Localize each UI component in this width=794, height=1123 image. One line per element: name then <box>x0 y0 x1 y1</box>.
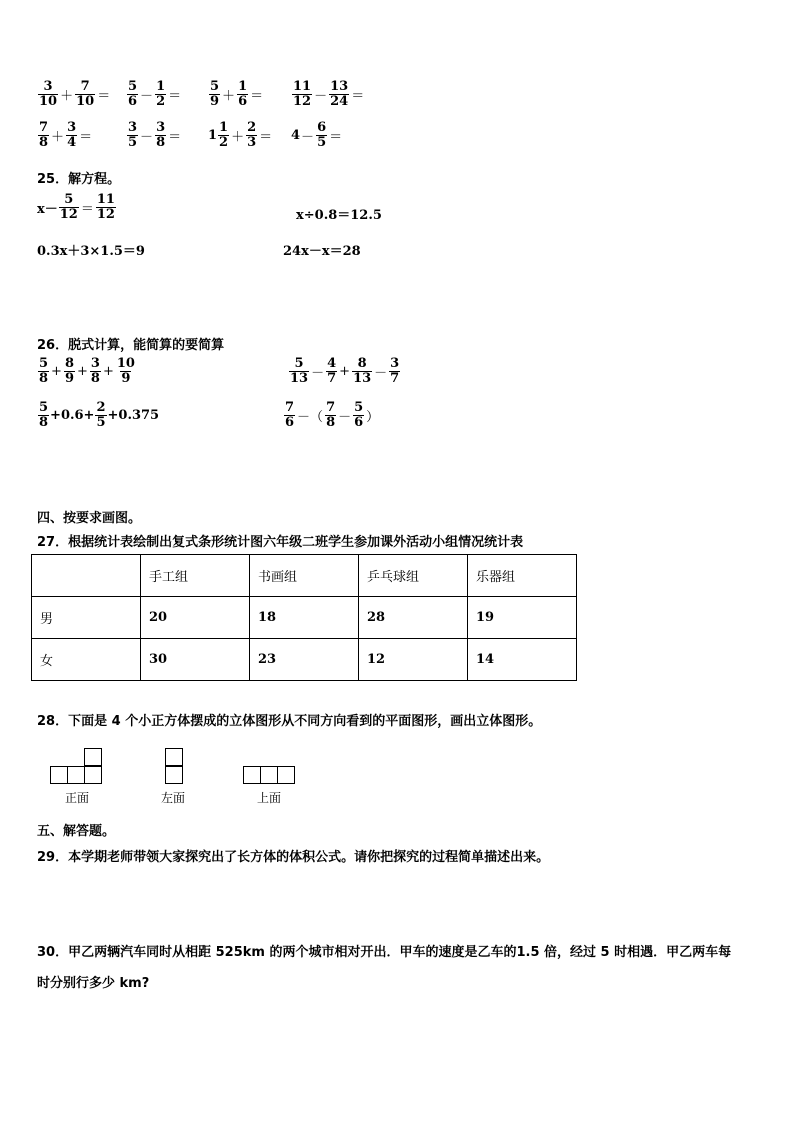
table-row <box>32 639 577 681</box>
table-header-cell: 书画组 <box>250 555 359 597</box>
q30-line-1: 30．甲乙两辆汽车同时从相距 525km 的两个城市相对开出．甲车的速度是乙车的1.5 倍，经过 5 时相遇．甲乙两车每 <box>37 945 732 960</box>
table-cell: 28 <box>359 597 468 639</box>
q26-expression-4: $\frac{7}{6}$ －（ $\frac{7}{8}$ － $\frac{5}{6}$ ） <box>285 400 380 430</box>
q24-row2-item2: $\frac{3}{5}$ － $\frac{3}{8}$ ＝ <box>128 120 182 150</box>
q27-title: 27．根据统计表绘制出复式条形统计图六年级二班学生参加课外活动小组情况统计表 <box>37 535 524 550</box>
front-view-label: 正面 <box>65 791 90 805</box>
table-cell: 23 <box>250 639 359 681</box>
table-cell: 男 <box>32 597 141 639</box>
q26-expression-3: $\frac{5}{8}$ +0.6+ $\frac{2}{5}$ +0.375 <box>39 400 160 430</box>
q24-row2-item1: $\frac{7}{8}$ ＋ $\frac{3}{4}$ ＝ <box>39 120 93 150</box>
table-cell: 12 <box>359 639 468 681</box>
table-header-row <box>32 555 577 597</box>
q24-row1-item1: $\frac{3}{10}$ ＋ $\frac{7}{10}$ ＝ <box>39 79 111 109</box>
q26-expression-1: $\frac{5}{8}$ + $\frac{8}{9}$ + $\frac{3}{8}$ + $\frac{10}{9}$ <box>39 356 135 386</box>
top-view-label: 上面 <box>257 791 282 805</box>
q28-title: 28．下面是 4 个小正方体摆成的立体图形从不同方向看到的平面图形，画出立体图形。 <box>37 714 542 729</box>
left-view-label: 左面 <box>161 791 186 805</box>
q26-expression-2: $\frac{5}{13}$ － $\frac{4}{7}$ + $\frac{8}{13}$ － $\frac{3}{7}$ <box>290 356 400 386</box>
q25-equation-3: 0.3x＋3×1.5＝9 <box>37 244 145 259</box>
q24-row2-item4: 4 － $\frac{6}{5}$ ＝ <box>291 120 343 150</box>
q25-equation-1: x－ $\frac{5}{12}$ ＝ $\frac{11}{12}$ <box>37 192 115 222</box>
q26-title: 26．脱式计算，能简算的要简算 <box>37 338 225 353</box>
table-cell: 20 <box>141 597 250 639</box>
q30-line-2: 时分别行多少 km? <box>37 976 150 991</box>
section-4-heading: 四、按要求画图。 <box>37 511 142 526</box>
table-cell: 18 <box>250 597 359 639</box>
section-5-heading: 五、解答题。 <box>37 824 116 839</box>
q25-equation-2: x÷0.8＝12.5 <box>296 208 382 223</box>
table-cell: 14 <box>468 639 577 681</box>
table-header-cell: 乒乓球组 <box>359 555 468 597</box>
q24-row1-item3: $\frac{5}{9}$ ＋ $\frac{1}{6}$ ＝ <box>210 79 264 109</box>
table-cell: 30 <box>141 639 250 681</box>
table-header-cell: 手工组 <box>141 555 250 597</box>
table-row <box>32 597 577 639</box>
q24-row2-item3: 1 $\frac{1}{2}$ ＋ $\frac{2}{3}$ ＝ <box>208 120 273 150</box>
q29-text: 29．本学期老师带领大家探究出了长方体的体积公式。请你把探究的过程简单描述出来。 <box>37 850 550 865</box>
q27-stat-table <box>31 554 577 681</box>
table-header-cell: 乐器组 <box>468 555 577 597</box>
table-cell: 19 <box>468 597 577 639</box>
table-header-cell <box>32 555 141 597</box>
q24-row1-item4: $\frac{11}{12}$ － $\frac{13}{24}$ ＝ <box>293 79 365 109</box>
q25-title: 25．解方程。 <box>37 172 121 187</box>
q25-equation-4: 24x－x＝28 <box>283 244 361 259</box>
q24-row1-item2: $\frac{5}{6}$ － $\frac{1}{2}$ ＝ <box>128 79 182 109</box>
table-cell: 女 <box>32 639 141 681</box>
